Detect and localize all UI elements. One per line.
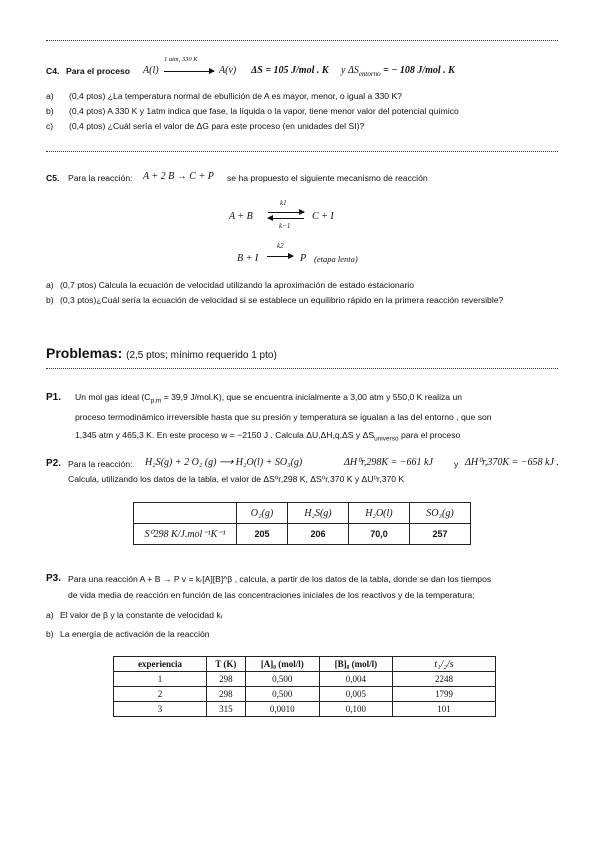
p1-label: P1.: [46, 392, 62, 403]
table-cell: 1: [114, 672, 207, 687]
p3-label: P3.: [46, 573, 62, 584]
table-cell: 0,0010: [245, 702, 319, 717]
table-header-cell: experiencia: [114, 657, 207, 672]
c4-a-label: a): [46, 91, 54, 101]
p1-line2: proceso termodinámico irreversible hasta que su presión y temperatura se igualan a las del entorno , que son: [75, 412, 492, 422]
c4-intro: Para el proceso: [66, 66, 131, 76]
p2-line1-eq: H₂S(g) + 2 O₂ (g) ⟶ H₂O(l) + SO₃(g): [145, 457, 303, 468]
table-header-cell: SO₃(g): [409, 503, 470, 524]
p2-label: P2.: [46, 458, 62, 469]
c4-ds-env-sub: entorno: [358, 70, 381, 78]
table-cell: 0,004: [319, 672, 392, 687]
c5-step2-k: k2: [277, 242, 284, 250]
c5-label: C5.: [46, 173, 60, 183]
problemas-subtitle: (2,5 ptos; mínimo requerido 1 pto): [126, 350, 277, 361]
c5-a-label: a): [46, 280, 54, 290]
table-cell: 298: [207, 687, 246, 702]
p3-b-label: b): [46, 629, 54, 639]
table-cell: 315: [207, 702, 246, 717]
c4-ds-env-val: = − 108 J/mol . K: [383, 65, 455, 76]
p2-line1-h2: ΔH⁰r,370K = −658 kJ .: [465, 457, 559, 468]
c5-step2-lhs: B + I: [237, 253, 259, 264]
table-row-label: S⁰298 K/J.mol⁻¹K⁻¹: [134, 524, 237, 545]
c4-b-text: (0,4 ptos) A 330 K y 1atm indica que fase, la líquida o la vapor, tiene menor valor del potencial químico: [69, 106, 459, 116]
table-cell: [134, 503, 237, 524]
c4-a-text: (0,4 ptos) ¿La temperatura normal de ebullición de A es mayor, menor, o igual a 330 K?: [69, 91, 402, 101]
p1-line1-tail: = 39,9 J/mol.K), que se encuentra inicialmente a 3,00 atm y 550,0 K realiza un: [161, 392, 463, 402]
p3-kinetics-table: [113, 656, 496, 717]
table-header-cell: O₂(g): [237, 503, 288, 524]
c4-c-text: (0,4 ptos) ¿Cuál sería el valor de ΔG para este proceso (en unidades del SI)?: [69, 121, 365, 131]
c4-arrow: [164, 71, 214, 72]
p1-line1-text: Un mol gas ideal (C: [75, 392, 151, 402]
p2-line1-h1: ΔH⁰r,298K = −661 kJ: [344, 457, 433, 468]
p3-line2: de vida media de reacción en función de las concentraciones iniciales de los reactivos y de la temperatura:: [68, 590, 475, 600]
p1-line3: [75, 430, 460, 443]
table-cell: 0,005: [319, 687, 392, 702]
table-cell: 101: [393, 702, 496, 717]
c4-ds-env: [341, 65, 455, 78]
c5-step1-rhs: C + I: [312, 211, 334, 222]
table-row: [134, 503, 471, 524]
table-cell: 1799: [393, 687, 496, 702]
p3-a-label: a): [46, 610, 54, 620]
c5-a-text: (0,7 ptos) Calcula la ecuación de velocidad utilizando la aproximación de estado estacionario: [60, 280, 414, 290]
table-header-cell: [A]₀ (mol/l): [245, 657, 319, 672]
p1-line1-sub: p,m: [150, 397, 162, 405]
p1-line1: [75, 392, 462, 405]
c5-b-label: b): [46, 295, 54, 305]
separator: [46, 151, 558, 152]
p2-line1-y: y: [454, 459, 459, 469]
c4-label: C4.: [46, 66, 60, 76]
c5-intro: Para la reacción:: [68, 173, 133, 183]
c5-forward-arrow: [268, 212, 304, 213]
c4-eq-cond: 1 atm, 330 K: [164, 56, 198, 63]
c5-backward-arrow: [268, 218, 304, 219]
table-cell: 70,0: [348, 524, 409, 545]
table-row: [114, 672, 496, 687]
p2-line1a: Para la reacción:: [68, 459, 133, 469]
table-cell: 257: [409, 524, 470, 545]
c4-eq-lhs: A(l): [143, 65, 159, 76]
c5-step2-arrow: [267, 256, 293, 257]
c5-step2-note: (etapa lenta): [314, 254, 358, 264]
table-header-cell: H₂O(l): [348, 503, 409, 524]
table-cell: 0,100: [319, 702, 392, 717]
table-cell: 3: [114, 702, 207, 717]
p1-line3-text: 1,345 atm y 465,3 K. En este proceso w = −2150 J . Calcula ΔU,ΔH,q,ΔS y ΔS: [75, 430, 375, 440]
table-cell: 298: [207, 672, 246, 687]
c5-step1-k: k1: [280, 199, 287, 207]
p2-line2: Calcula, utilizando los datos de la tabla, el valor de ΔS⁰r,298 K, ΔS⁰r,370 K y ΔU⁰r,370 K: [68, 474, 405, 484]
c5-b-text: (0,3 ptos)¿Cuál sería la ecuación de velocidad si se establece un equilibrio rápido en la primera reacción reversible?: [60, 295, 504, 305]
c5-step1-lhs: A + B: [229, 211, 253, 222]
table-cell: 2: [114, 687, 207, 702]
c4-ds-env-label: y ΔS: [341, 65, 359, 76]
table-row: [134, 524, 471, 545]
p2-entropy-table: [133, 502, 471, 545]
table-row: [114, 657, 496, 672]
p1-line3-tail: para el proceso: [398, 430, 461, 440]
c5-step2-rhs: P: [300, 253, 307, 264]
problemas-title: Problemas:: [46, 345, 123, 361]
table-cell: 206: [287, 524, 348, 545]
c4-b-label: b): [46, 106, 54, 116]
separator: [46, 40, 558, 41]
separator: [46, 368, 558, 369]
c5-reaction: A + 2 B → C + P: [143, 171, 214, 182]
c4-ds: ΔS = 105 J/mol . K: [251, 65, 329, 76]
problemas-heading: [46, 345, 277, 361]
p3-line1: Para una reacción A + B → P v = kᵣ[A][B]^β , calcula, a partir de los datos de la tabla, donde se dan los tiempos: [68, 574, 492, 584]
table-cell: 0,500: [245, 672, 319, 687]
table-cell: 0,500: [245, 687, 319, 702]
c5-intro-tail: se ha propuesto el siguiente mecanismo de reacción: [227, 173, 428, 183]
c5-step1-kback: k−1: [279, 222, 291, 230]
table-header-cell: H₂S(g): [287, 503, 348, 524]
table-cell: 205: [237, 524, 288, 545]
table-cell: 2248: [393, 672, 496, 687]
table-header-cell: t₁/₂/s: [393, 657, 496, 672]
table-header-cell: [B]₀ (mol/l): [319, 657, 392, 672]
c4-c-label: c): [46, 121, 54, 131]
c4-eq-rhs: A(v): [219, 65, 237, 76]
table-header-cell: T (K): [207, 657, 246, 672]
table-row: [114, 687, 496, 702]
p3-b-text: La energía de activación de la reacción: [60, 629, 210, 639]
p3-a-text: El valor de β y la constante de velocidad kᵣ: [60, 610, 223, 620]
table-row: [114, 702, 496, 717]
p1-line3-sub: universo: [374, 435, 399, 443]
